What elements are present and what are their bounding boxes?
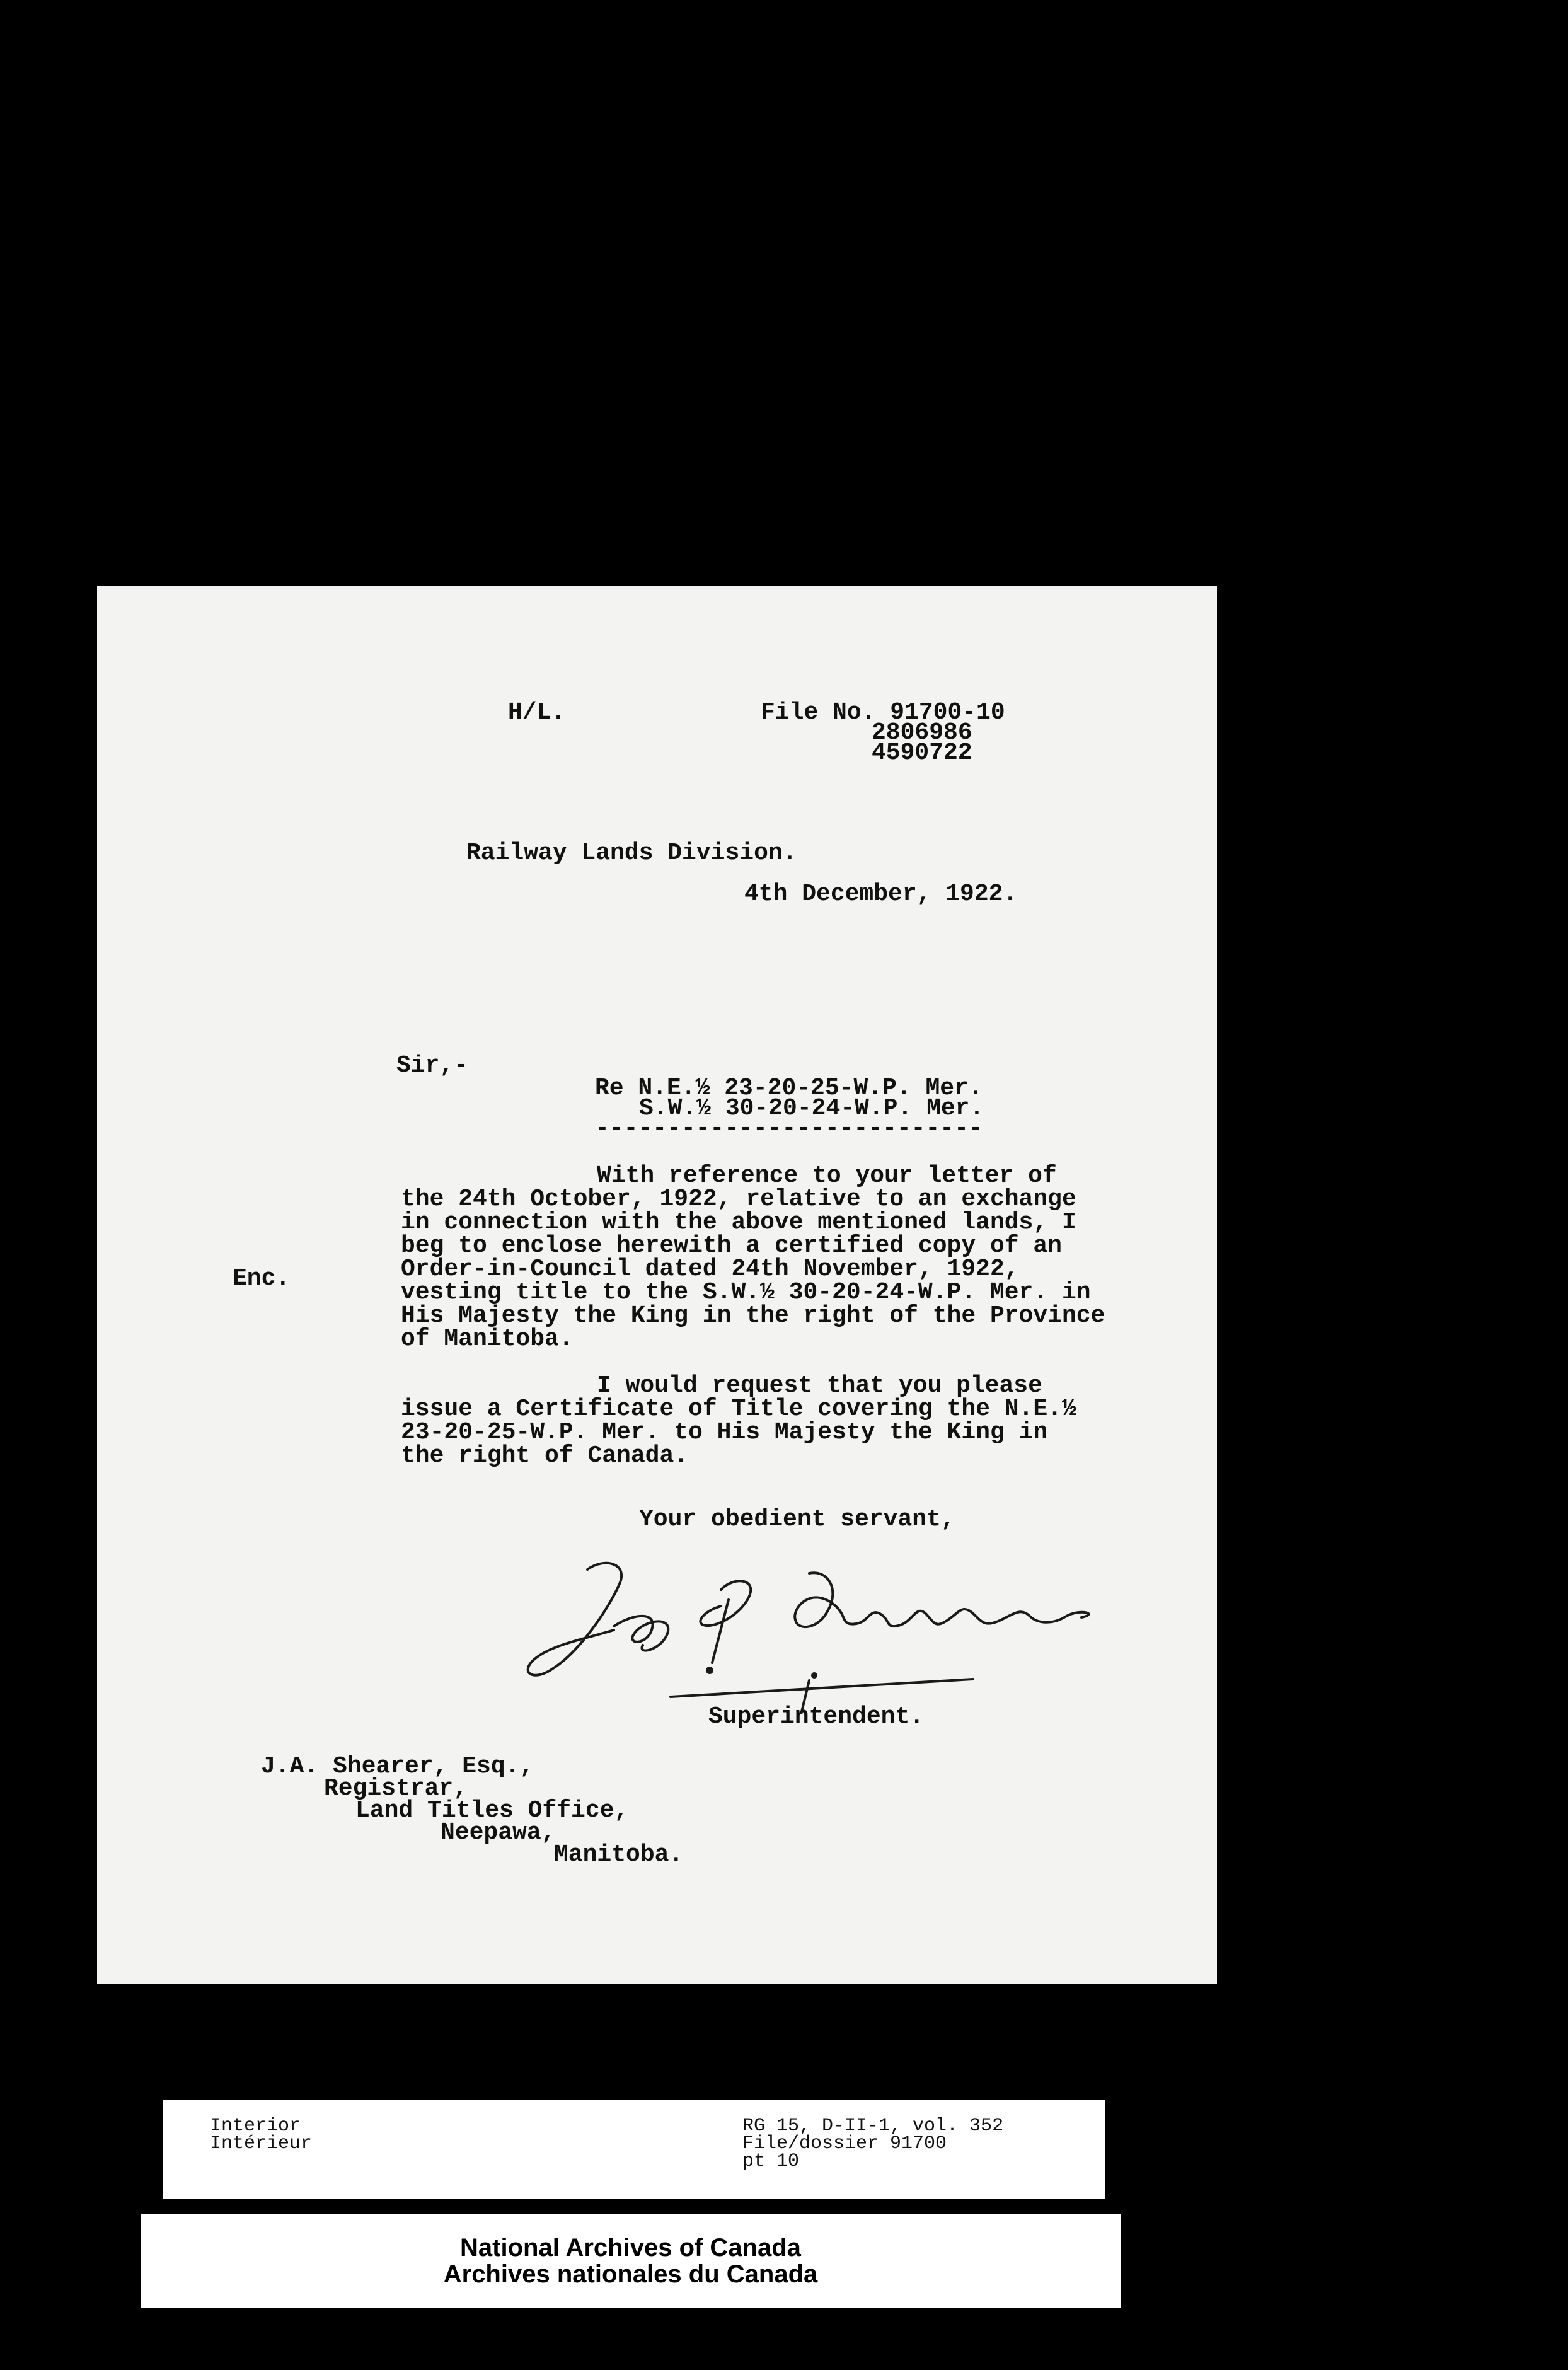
body-line: issue a Certificate of Title covering the N.E.½: [401, 1396, 1076, 1423]
file-reference: 2806986: [872, 719, 972, 746]
body-line: Order-in-Council dated 24th November, 1922,: [401, 1256, 1019, 1283]
file-reference: 4590722: [872, 739, 972, 766]
addressee-line: Neepawa,: [441, 1819, 556, 1846]
body-line: With reference to your letter of: [597, 1162, 1057, 1189]
addressee-line: Land Titles Office,: [355, 1797, 629, 1824]
body-line: the 24th October, 1922, relative to an exchange: [401, 1186, 1076, 1213]
body-line: 23-20-25-W.P. Mer. to His Majesty the King in: [401, 1419, 1048, 1446]
body-line: His Majesty the King in the right of the Province: [401, 1302, 1105, 1329]
archives-name-en: National Archives of Canada: [460, 2234, 801, 2262]
letter-page: [97, 586, 1217, 1984]
addressee-line: Manitoba.: [554, 1841, 684, 1868]
part-ref: pt 10: [742, 2151, 800, 2172]
body-line: beg to enclose herewith a certified copy of an: [401, 1232, 1062, 1259]
addressee-line: Registrar,: [324, 1775, 468, 1802]
archive-reference-label: [163, 2100, 1105, 2199]
signature: [513, 1551, 1194, 1714]
re-line: Re N.E.½ 23-20-25-W.P. Mer.: [595, 1075, 983, 1102]
signer-title: Superintendent.: [708, 1703, 925, 1730]
addressee-line: J.A. Shearer, Esq.,: [261, 1753, 534, 1780]
body-line: the right of Canada.: [401, 1442, 689, 1469]
record-group-ref: RG 15, D-II-1, vol. 352: [742, 2115, 1004, 2137]
re-line: S.W.½ 30-20-24-W.P. Mer.: [639, 1095, 984, 1122]
body-line: vesting title to the S.W.½ 30-20-24-W.P. Mer. in: [401, 1279, 1091, 1306]
body-line: of Manitoba.: [401, 1326, 574, 1353]
salutation: Sir,-: [396, 1052, 469, 1079]
department-en: Interior: [210, 2115, 301, 2137]
division-name: Railway Lands Division.: [466, 840, 797, 867]
department-fr: Intérieur: [210, 2133, 313, 2154]
archives-name-fr: Archives nationales du Canada: [443, 2260, 818, 2288]
margin-note: Enc.: [233, 1265, 291, 1292]
initials: H/L.: [508, 699, 566, 726]
archives-banner: [141, 2214, 1121, 2308]
re-underline: ---------------------------: [595, 1115, 983, 1142]
letter-date: 4th December, 1922.: [744, 881, 1018, 908]
closing: Your obedient servant,: [639, 1506, 955, 1533]
file-number: File No. 91700-10: [761, 699, 1005, 726]
body-line: in connection with the above mentioned lands, I: [401, 1209, 1076, 1236]
body-line: I would request that you please: [597, 1372, 1042, 1399]
file-dossier-ref: File/dossier 91700: [742, 2133, 947, 2154]
